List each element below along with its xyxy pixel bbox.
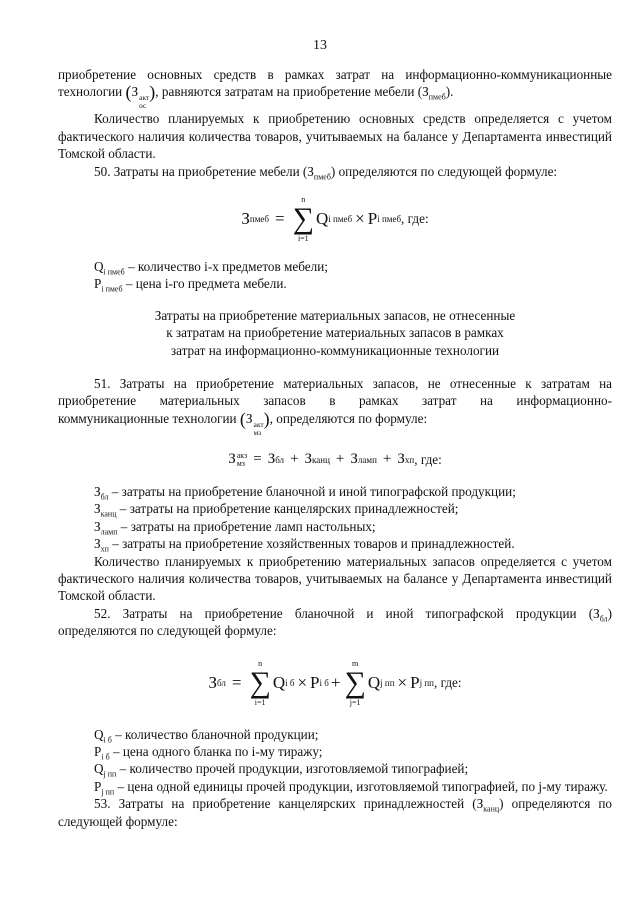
formula-lhs: З [208, 672, 217, 692]
formula-lhs: З [241, 209, 250, 229]
symbol-q: Q [367, 672, 381, 692]
def-symbol: З [94, 536, 101, 552]
definition-item [58, 500, 612, 517]
formula-paren: ) [149, 82, 156, 103]
def-text: – цена одной единицы прочей продукции, изготовляемой типографией, по j-му тиражу. [114, 778, 608, 794]
symbol-q: Q [316, 209, 329, 229]
sum-operator [344, 659, 365, 707]
plus-sign: + [382, 451, 392, 468]
symbol-p: P [410, 672, 420, 692]
formula-tail: , где: [414, 452, 442, 468]
formula-paren: ( [125, 82, 132, 103]
paragraph-51-line: приобретение материальных запасов в рамках затрат на информационно- [58, 393, 612, 409]
def-text: – затраты на приобретение ламп настольных; [117, 518, 376, 534]
document-body [58, 66, 612, 830]
def-symbol: Q [94, 761, 104, 777]
def-symbol: З [94, 483, 101, 499]
subscript: канц [100, 509, 117, 519]
paragraph-53 [58, 795, 612, 830]
subscript: пмеб [313, 172, 331, 182]
sum-lower-limit: i=1 [254, 697, 266, 707]
formula-tail: , где: [433, 674, 462, 690]
equals-sign: = [253, 451, 262, 468]
sup-sub-stack [139, 94, 149, 110]
sigma-icon: ∑ [249, 665, 271, 699]
def-text: – затраты на приобретение канцелярских принадлежностей; [116, 501, 459, 517]
subscript: бл [100, 492, 109, 502]
def-symbol: З [94, 518, 101, 534]
term: З [350, 451, 358, 468]
def-text: – количество i-х предметов мебели; [124, 259, 328, 275]
sum-operator [293, 195, 314, 243]
def-symbol: Q [94, 726, 104, 742]
paragraph-continuation-end [58, 83, 612, 110]
def-text: – затраты на приобретение бланочной и иной типографской продукции; [108, 483, 516, 499]
subscript: ламп [100, 527, 118, 537]
superscript: акт [139, 93, 150, 103]
text-fragment: , определяются по формуле: [269, 410, 428, 426]
equals-sign: = [275, 209, 285, 229]
subscript: пмеб [428, 93, 446, 103]
paragraph-continuation-line: приобретение основных средств в рамках затрат на информационно-коммуникационные [58, 67, 612, 82]
subscript: j пп [101, 787, 115, 797]
heading-line: к затратам на приобретение материальных запасов в рамках [166, 325, 504, 341]
text-fragment: 52. Затраты на приобретение бланочной и иной типографской продукции (З [94, 605, 600, 621]
formula-material-stocks: З акз мз = З бл + З канц + З ламп + З хп , где: [228, 450, 442, 468]
formula-lhs: З [228, 451, 236, 468]
symbol-p: P [367, 209, 378, 229]
plus-sign: + [335, 451, 345, 468]
subscript: i б [103, 735, 112, 745]
definition-item [58, 483, 612, 500]
def-symbol: P [94, 743, 102, 759]
paragraph-50 [58, 163, 612, 180]
sum-lower-limit: j=1 [349, 697, 361, 707]
sum-upper-limit: m [352, 658, 359, 668]
sum-lower-limit: i=1 [297, 234, 309, 244]
sup-sub-stack [237, 452, 248, 468]
sum-upper-limit: n [258, 658, 263, 668]
definition-item [58, 518, 612, 535]
definition-item [58, 535, 612, 552]
definition-item [58, 778, 612, 795]
equals-sign: = [231, 672, 242, 692]
formula-tail: , где: [401, 211, 429, 227]
heading-line: Затраты на приобретение материальных запасов, не отнесенные [154, 307, 516, 323]
sup-sub-stack [254, 421, 264, 437]
sigma-icon: ∑ [292, 202, 314, 236]
text-fragment: ). [445, 84, 454, 100]
definition-item [58, 760, 612, 777]
symbol-p: P [310, 672, 320, 692]
sum-operator [249, 659, 270, 707]
sum-upper-limit: n [301, 195, 306, 205]
def-text: – количество бланочной продукции; [111, 726, 319, 742]
def-symbol: Q [94, 259, 104, 275]
term: З [304, 451, 313, 468]
subscript: бл [599, 614, 608, 624]
term: З [397, 451, 405, 468]
text-fragment: ) определяются по следующей формуле: [330, 163, 558, 179]
paragraph-51-line: 51. Затраты на приобретение материальных запасов, не отнесенные к затратам на [94, 376, 612, 392]
text-fragment: 50. Затраты на приобретение мебели (З [94, 163, 314, 179]
definition-item [58, 258, 612, 275]
paragraph-quantity-materials: Количество планируемых к приобретению материальных запасов определяется с учетом фактического наличия количества товаров, учитываемых на балансе у Департамента инвестиций Томской области. [58, 553, 612, 604]
times-sign: × [297, 672, 308, 692]
def-symbol: P [94, 778, 102, 794]
heading-line: затрат на информационно-коммуникационные технологии [170, 342, 500, 358]
def-symbol: З [94, 501, 101, 517]
term: З [267, 451, 276, 468]
times-sign: × [397, 672, 408, 692]
definition-item [58, 743, 612, 760]
times-sign: × [355, 209, 365, 229]
subscript: канц [483, 804, 500, 814]
sigma-icon: ∑ [344, 665, 366, 699]
def-text: – затраты на приобретение хозяйственных товаров и принадлежностей. [108, 536, 515, 552]
text-fragment: коммуникационные технологии [58, 410, 237, 426]
subscript: j пп [103, 769, 117, 779]
plus-sign: + [330, 672, 341, 692]
section-heading [58, 307, 612, 359]
def-text: – цена i-го предмета мебели. [122, 276, 287, 292]
text-fragment: технологии [58, 84, 123, 100]
def-text: – цена одного бланка по i-му тиражу; [109, 743, 323, 759]
subscript: хп [100, 544, 109, 554]
formula-furniture: З пмеб = n ∑ i=1 Q i пмеб × P i пмеб , где: [241, 195, 429, 244]
formula-paren: ) [263, 408, 270, 429]
superscript: акз [236, 450, 248, 460]
definition-item [58, 726, 612, 743]
subscript: i б [101, 752, 110, 762]
symbol-z: З [131, 84, 139, 100]
symbol-q: Q [272, 672, 286, 692]
text-fragment: ) определяются по следующей формуле: [58, 796, 612, 829]
definition-item [58, 275, 612, 295]
plus-sign: + [290, 451, 299, 468]
subscript: ос [139, 101, 147, 111]
text-fragment: 53. Затраты на приобретение канцелярских принадлежностей (З [94, 796, 484, 812]
text-fragment: , равняются затратам на приобретение мебели (З [155, 84, 429, 100]
def-symbol: P [94, 276, 102, 292]
formula-printing: З бл = n ∑ i=1 Q i б × P i б + m ∑ j=1 Q j пп × P j пп , где: [208, 658, 462, 707]
text-fragment: ) определяются по следующей формуле: [58, 605, 612, 639]
paragraph-quantity-fixed-assets: Количество планируемых к приобретению основных средств определяется с учетом фактического наличия количества товаров, учитываемых на балансе у Департамента инвестиций Томской области. [58, 111, 612, 162]
paragraph-51-line [58, 410, 612, 437]
subscript: i пмеб [103, 267, 125, 277]
superscript: акт [253, 419, 264, 429]
def-text: – количество прочей продукции, изготовляемой типографией; [116, 761, 469, 777]
paragraph-52 [58, 605, 612, 640]
page-number: 13 [313, 38, 327, 53]
formula-paren: ( [239, 408, 246, 429]
subscript: i пмеб [101, 285, 123, 295]
subscript: мз [253, 427, 262, 437]
symbol-z: З [245, 410, 253, 426]
subscript: мз [236, 458, 245, 468]
